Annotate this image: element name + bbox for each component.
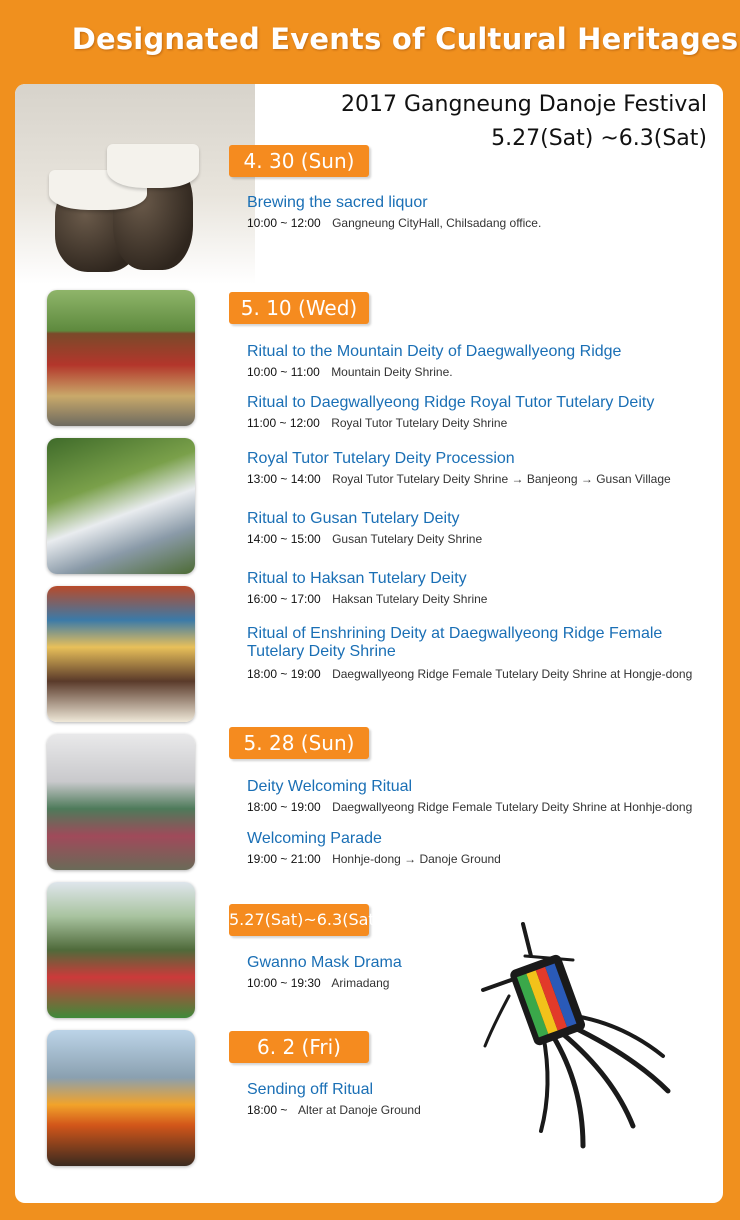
event-time: 19:00 ~ 21:00 [247,852,321,866]
bonfire-photo [47,1030,195,1166]
event-title: Deity Welcoming Ritual [247,778,413,795]
event-details [247,800,717,814]
event-place: Haksan Tutelary Deity Shrine [332,592,488,606]
event-place: Daegwallyeong Ridge Female Tutelary Deity Shrine at Hongje-dong [332,667,693,681]
event-details [247,216,717,230]
page-title: Designated Events of Cultural Heritages [71,22,739,56]
event-place: Royal Tutor Tutelary Deity Shrine [331,416,508,430]
event-place: Gusan Tutelary Deity Shrine [332,532,483,546]
event-time: 18:00 ~ 19:00 [247,800,321,814]
festival-tent-crowd-photo [47,734,195,870]
event-title: Ritual of Enshrining Deity at Daegwallyeong Ridge Female Tutelary Deity Shrine [247,625,663,660]
event-time: 14:00 ~ 15:00 [247,532,321,546]
event-details [247,532,717,546]
lantern-icon [463,916,683,1156]
date-badge: 4. 30 (Sun) [229,145,369,177]
event-title: Ritual to Haksan Tutelary Deity [247,570,467,587]
event-place: Gangneung CityHall, Chilsadang office. [332,216,542,230]
event-details [247,365,717,379]
event-title: Ritual to Daegwallyeong Ridge Royal Tutor Tutelary Deity [247,394,655,411]
event-time: 13:00 ~ 14:00 [247,472,321,486]
event-time: 10:00 ~ 11:00 [247,365,320,379]
event-title: Royal Tutor Tutelary Deity Procession [247,450,515,467]
event-title: Ritual to Gusan Tutelary Deity [247,510,460,527]
date-badge: 5. 10 (Wed) [229,292,369,324]
event-details [247,667,717,681]
date-badge: 5. 28 (Sun) [229,727,369,759]
festival-dates: 5.27(Sat) ~6.3(Sat) [491,126,707,151]
event-time: 18:00 ~ 19:00 [247,667,321,681]
event-place: Alter at Danoje Ground [298,1103,421,1117]
event-place: Honhje-dong → Danoje Ground [332,852,501,866]
event-details [247,472,717,486]
festival-name: 2017 Gangneung Danoje Festival [340,92,707,117]
event-place: Arimadang [331,976,390,990]
deity-painting-photo [47,586,195,722]
event-time: 18:00 ~ [247,1103,288,1117]
event-place: Mountain Deity Shrine. [331,365,453,379]
mountain-shrine-photo [47,290,195,426]
date-badge: 6. 2 (Fri) [229,1031,369,1063]
event-place: Royal Tutor Tutelary Deity Shrine → Banjeong → Gusan Village [332,472,671,486]
event-details [247,592,717,606]
event-details [247,416,717,430]
event-title: Sending off Ritual [247,1081,374,1098]
event-title: Ritual to the Mountain Deity of Daegwallyeong Ridge [247,343,622,360]
sacred-liquor-jars-photo [15,84,255,284]
schedule-panel [15,84,723,1203]
date-badge: 5.27(Sat)~6.3(Sat) [229,904,369,936]
deity-procession-photo [47,438,195,574]
event-title: Welcoming Parade [247,830,382,847]
event-title: Gwanno Mask Drama [247,954,402,971]
event-time: 16:00 ~ 17:00 [247,592,321,606]
event-time: 10:00 ~ 12:00 [247,216,321,230]
event-place: Daegwallyeong Ridge Female Tutelary Deity Shrine at Honhje-dong [332,800,693,814]
event-details [247,852,717,866]
event-time: 10:00 ~ 19:30 [247,976,321,990]
event-title: Brewing the sacred liquor [247,194,428,211]
event-time: 11:00 ~ 12:00 [247,416,320,430]
mask-drama-photo [47,882,195,1018]
